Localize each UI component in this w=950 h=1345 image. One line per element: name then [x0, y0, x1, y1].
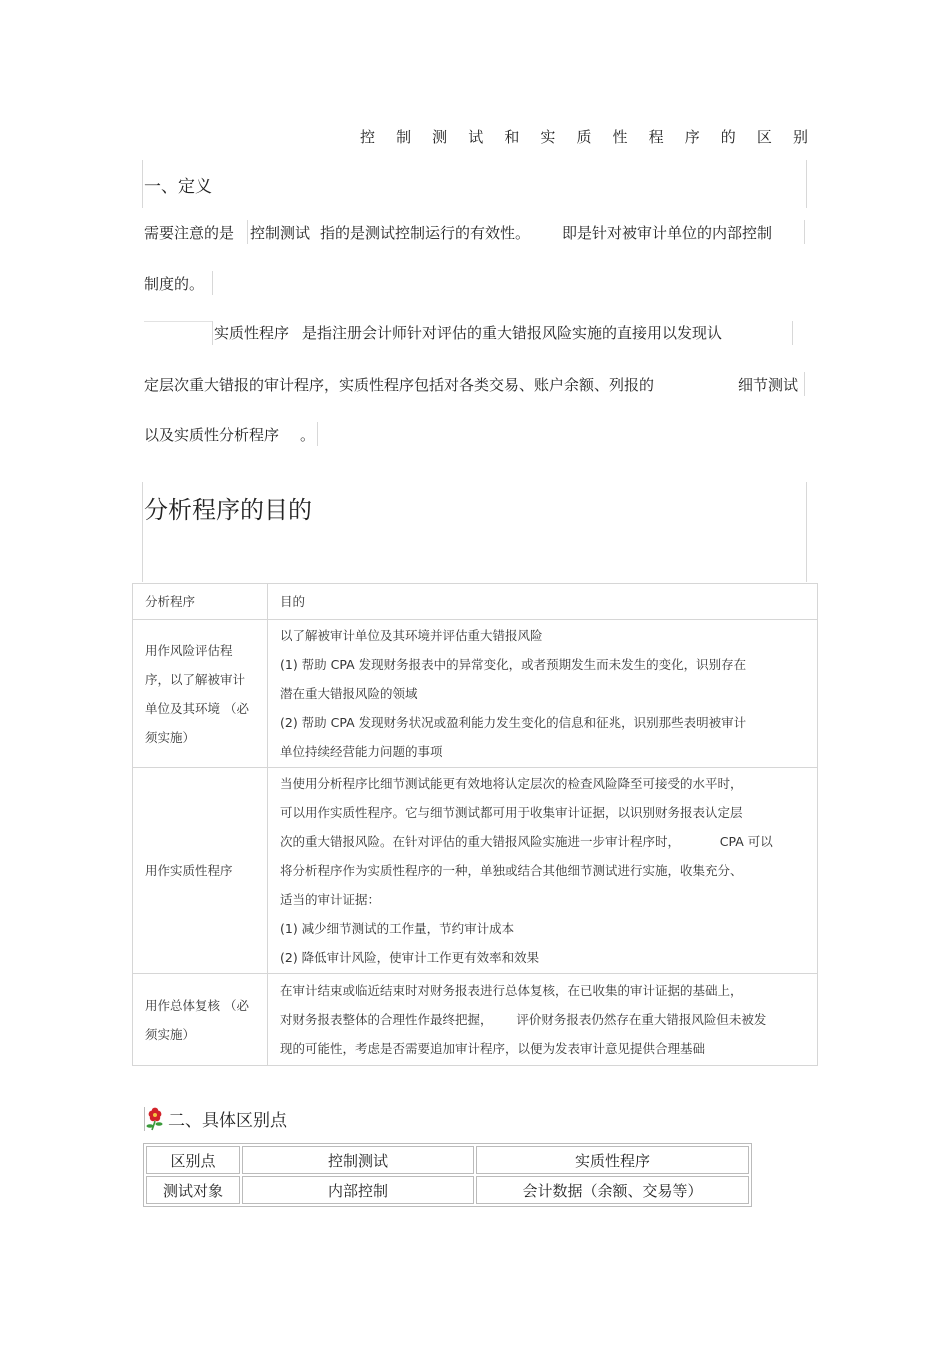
section-heading-analysis-purpose: 分析程序的目的: [144, 496, 312, 524]
frame-line: [806, 482, 807, 582]
table-row: [133, 620, 818, 768]
table-cell: 内部控制: [242, 1176, 474, 1204]
frame-line: [212, 321, 213, 345]
cell-line: 序，以了解被审计: [145, 671, 246, 687]
frame-line: [247, 220, 248, 244]
title-char: 质: [576, 128, 592, 146]
row-purpose-cell: [268, 974, 818, 1066]
frame-line: [142, 482, 143, 582]
title-char: 性: [612, 128, 628, 146]
para2-line3-b: 。: [300, 426, 316, 444]
cell-line: 以了解被审计单位及其环境并评估重大错报风险: [280, 628, 543, 643]
difference-table: [143, 1143, 752, 1207]
cell-line: (1) 帮助 CPA 发现财务报表中的异常变化，或者预期发生而未发生的变化，识别存在: [280, 657, 747, 672]
frame-line: [804, 372, 805, 396]
row-label-cell: [133, 974, 268, 1066]
frame-line: [804, 220, 805, 244]
frame-line: [144, 321, 212, 322]
cell-line: 对财务报表整体的合理性作最终把握， 评价财务报表仍然存在重大错报风险但未被发: [280, 1012, 767, 1027]
table-row: [133, 768, 818, 974]
table-header-cell: 控制测试: [242, 1146, 474, 1174]
para1-line1-b: 控制测试: [250, 224, 311, 242]
cell-line: 须实施）: [145, 729, 196, 745]
table-header-cell: 实质性程序: [476, 1146, 749, 1174]
document-title: [360, 126, 808, 147]
para2-line1-b: 是指注册会计师针对评估的重大错报风险实施的直接用以发现认: [302, 324, 723, 342]
cell-line: 在审计结束或临近结束时对财务报表进行总体复核，在已收集的审计证据的基础上，: [280, 983, 743, 998]
cell-line: 当使用分析程序比细节测试能更有效地将认定层次的检查风险降至可接受的水平时，: [280, 776, 743, 791]
cell-line: 现的可能性，考虑是否需要追加审计程序，以便为发表审计意见提供合理基础: [280, 1041, 706, 1056]
para1-line1-a: 需要注意的是: [144, 224, 235, 242]
table-header-row: [133, 584, 818, 620]
table-header-cell: 目的: [268, 584, 818, 620]
para1-line1-c: 指的是测试控制运行的有效性。: [320, 224, 531, 242]
cell-line: 可以用作实质性程序。它与细节测试都可用于收集审计证据，以识别财务报表认定层: [280, 805, 743, 820]
para2-line2-b: 细节测试: [738, 376, 799, 394]
cell-line: 须实施）: [145, 1026, 196, 1042]
cell-line: 用作风险评估程: [145, 642, 233, 658]
cell-line: (2) 降低审计风险，使审计工作更有效率和效果: [280, 950, 540, 965]
section-heading-differences: [144, 1106, 287, 1131]
para2-line3-a: 以及实质性分析程序: [144, 426, 280, 444]
cell-line: 潜在重大错报风险的领域: [280, 686, 418, 701]
cell-line: 用作实质性程序: [145, 863, 233, 878]
table-cell: 会计数据（余额、交易等）: [476, 1176, 749, 1204]
cell-line: 单位及其环境 （必: [145, 700, 249, 716]
cell-line: 次的重大错报风险。在针对评估的重大错报风险实施进一步审计程序时， CPA 可以: [280, 834, 773, 849]
frame-line: [317, 422, 318, 446]
title-char: 制: [396, 128, 412, 146]
section-heading-definition: 一、定义: [144, 177, 212, 197]
cell-line: 将分析程序作为实质性程序的一种，单独或结合其他细节测试进行实施，收集充分、: [280, 863, 743, 878]
title-char: 的: [720, 128, 736, 146]
title-char: 程: [648, 128, 664, 146]
table-row: [146, 1176, 749, 1204]
title-char: 实: [540, 128, 556, 146]
title-char: 区: [756, 128, 772, 146]
para2-line2-a: 定层次重大错报的审计程序，实质性程序包括对各类交易、账户余额、列报的: [144, 376, 655, 394]
row-purpose-cell: [268, 768, 818, 974]
row-purpose-cell: [268, 620, 818, 768]
title-char: 序: [684, 128, 700, 146]
analysis-procedure-table: [132, 583, 818, 1066]
row-label-cell: [133, 620, 268, 768]
title-char: 别: [792, 128, 808, 146]
frame-line: [142, 160, 143, 208]
frame-line: [212, 271, 213, 295]
frame-line: [792, 321, 793, 345]
title-char: 测: [432, 128, 448, 146]
title-char: 和: [504, 128, 520, 146]
table-header-row: [146, 1146, 749, 1174]
para2-line1-a: 实质性程序: [214, 324, 290, 342]
table-header-cell: 区别点: [146, 1146, 240, 1174]
title-char: 控: [360, 128, 376, 146]
para1-line2: 制度的。: [144, 275, 205, 293]
section3-heading-text: 二、具体区别点: [168, 1111, 287, 1131]
table-cell: 测试对象: [146, 1176, 240, 1204]
para1-line1-d: 即是针对被审计单位的内部控制: [562, 224, 773, 242]
table-row: [133, 974, 818, 1066]
table-header-cell: 分析程序: [133, 584, 268, 620]
cell-line: 用作总体复核 （必: [145, 997, 249, 1013]
frame-line: [806, 160, 807, 208]
flower-icon: [144, 1107, 166, 1131]
row-label-cell: [133, 768, 268, 974]
cell-line: 单位持续经营能力问题的事项: [280, 744, 443, 759]
cell-line: 适当的审计证据：: [280, 892, 381, 907]
title-char: 试: [468, 128, 484, 146]
cell-line: (1) 减少细节测试的工作量，节约审计成本: [280, 921, 515, 936]
cell-line: (2) 帮助 CPA 发现财务状况或盈利能力发生变化的信息和征兆，识别那些表明被审计: [280, 715, 747, 730]
